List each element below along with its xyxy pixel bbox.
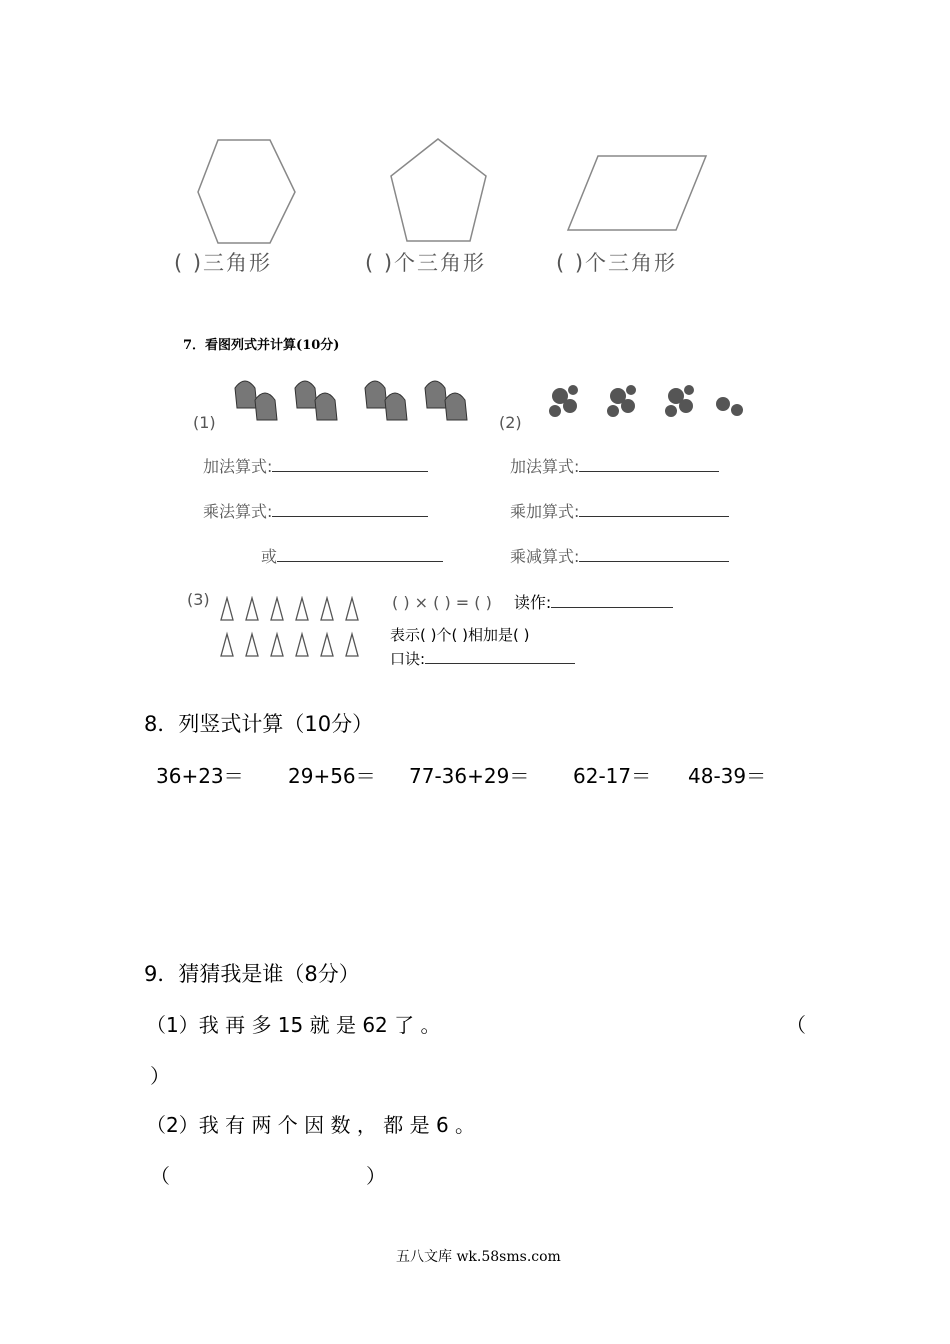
q9-line1-open-paren: （ <box>786 1013 806 1037</box>
q7-right-muladd: 乘加算式: <box>510 499 729 522</box>
q9-line2-close-paren: ） <box>366 1164 386 1188</box>
flowers-picture <box>545 376 755 431</box>
triangles-picture <box>215 596 365 662</box>
q7-right-add: 加法算式: <box>510 454 719 477</box>
pentagon-shape <box>391 139 486 241</box>
triangle-icon <box>346 634 358 656</box>
flower-bunch-icon <box>665 385 694 417</box>
q8-expr-1: 36+23＝ <box>156 764 244 788</box>
q9-line1: （1）我 再 多 15 就 是 62 了 。 <box>146 1013 441 1037</box>
q7-left-or: 或 <box>261 544 443 567</box>
q9-line2-open-paren: （ <box>150 1164 170 1188</box>
triangle-icon <box>296 634 308 656</box>
triangle-icon <box>246 598 258 620</box>
shape-caption-3: ( )个三角形 <box>556 251 678 275</box>
mittens-picture <box>230 378 480 428</box>
q7-part3-label: (3) <box>187 590 210 609</box>
triangle-icon <box>246 634 258 656</box>
q7-p3-expr: ( ) × ( ) = ( ) 读作: <box>392 590 673 613</box>
triangle-icon <box>296 598 308 620</box>
q9-line1-close-paren: ） <box>150 1064 170 1088</box>
triangle-icon <box>221 634 233 656</box>
q9-title: 9．猜猜我是谁（8分） <box>144 962 360 986</box>
mitten-pair-icon <box>425 381 467 420</box>
q7-right-mulsub: 乘减算式: <box>510 544 729 567</box>
q8-title: 8．列竖式计算（10分） <box>144 712 374 736</box>
triangle-icon <box>271 634 283 656</box>
footer-watermark: 五八文库 wk.58sms.com <box>396 1249 561 1265</box>
hexagon-shape <box>198 140 295 243</box>
q8-expr-2: 29+56＝ <box>288 764 376 788</box>
q8-expr-4: 62-17＝ <box>573 764 652 788</box>
q9-line2: （2）我 有 两 个 因 数 ， 都 是 6 。 <box>146 1113 476 1137</box>
q8-expr-5: 48-39＝ <box>688 764 767 788</box>
q7-p3-means: 表示( )个( )相加是( ) <box>390 626 530 644</box>
triangle-icon <box>346 598 358 620</box>
q7-p3-rhyme: 口诀: <box>390 648 575 669</box>
q7-title: 7．看图列式并计算(10分) <box>183 338 340 353</box>
mitten-pair-icon <box>235 381 277 420</box>
q7-part1-label: (1) <box>193 413 216 432</box>
flower-bunch-icon <box>549 385 578 417</box>
mitten-pair-icon <box>295 381 337 420</box>
flower-bunch-icon <box>607 385 636 417</box>
shape-caption-2: ( )个三角形 <box>365 251 487 275</box>
q7-part2-label: (2) <box>499 413 522 432</box>
shapes-figure <box>0 0 950 260</box>
q7-left-mul: 乘法算式: <box>203 499 428 522</box>
shape-caption-1: ( )三角形 <box>174 251 273 275</box>
q8-expr-3: 77-36+29＝ <box>409 764 530 788</box>
triangle-icon <box>221 598 233 620</box>
triangle-icon <box>271 598 283 620</box>
triangle-icon <box>321 598 333 620</box>
mitten-pair-icon <box>365 381 407 420</box>
q7-left-add: 加法算式: <box>203 454 428 477</box>
single-flower-icon <box>716 397 743 416</box>
parallelogram-shape <box>568 156 706 230</box>
triangle-icon <box>321 634 333 656</box>
